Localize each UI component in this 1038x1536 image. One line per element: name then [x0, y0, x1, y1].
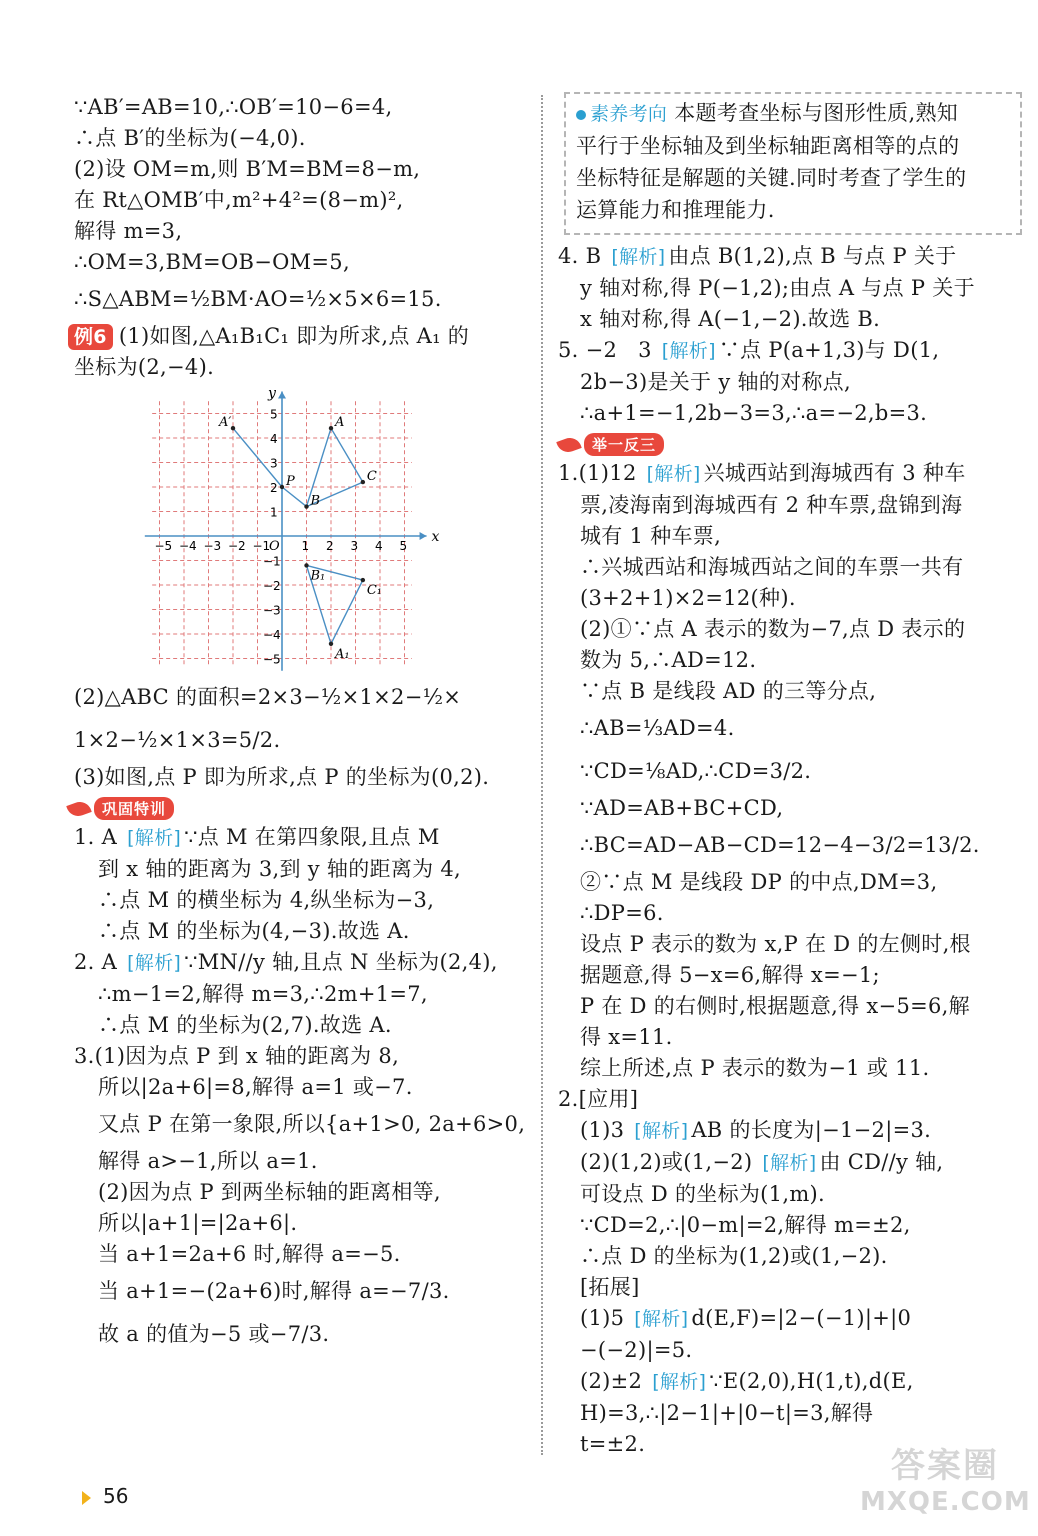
answer-line — [558, 335, 1028, 366]
solution-line: 综上所述,点 P 表示的数为−1 或 11. — [580, 1056, 930, 1080]
figure-segment — [331, 428, 363, 482]
note-line — [576, 98, 1010, 130]
origin-label: O — [269, 539, 280, 554]
answer-choice: (2)(1,2)或(1,−2) — [580, 1150, 753, 1174]
analysis-tag: [解析] — [652, 1371, 707, 1393]
note-heading — [576, 103, 667, 125]
watermark-logo — [860, 1438, 1030, 1528]
solution-line: −(−2)|=5. — [580, 1338, 693, 1362]
leaf-icon — [66, 798, 91, 819]
solution-line: ∴m−1=2,解得 m=3,∴2m+1=7, — [98, 982, 428, 1006]
sub-heading: [拓展] — [580, 1275, 640, 1299]
section-label: 巩固特训 — [94, 797, 174, 820]
answer-line — [558, 1366, 1028, 1397]
example-text: (1)如图,△A₁B₁C₁ 即为所求,点 A₁ 的 — [118, 324, 470, 348]
solution-line: ∵点 B 是线段 AD 的三等分点, — [580, 679, 877, 703]
y-tick-label: 1 — [270, 505, 278, 520]
solution-line: ∴点 B′的坐标为(−4,0). — [74, 126, 306, 150]
column-divider — [541, 95, 543, 1455]
solution-line: ∴DP=6. — [580, 901, 664, 925]
solution-line: 又点 P 在第一象限,所以{a+1>0, 2a+6>0, — [98, 1112, 526, 1136]
solution-line: ∴点 M 的坐标为(4,−3).故选 A. — [98, 919, 410, 943]
answer-text: AB 的长度为|−1−2|=3. — [691, 1118, 932, 1142]
answer-text: 由点 B(1,2),点 B 与点 P 关于 — [668, 244, 957, 268]
solution-line: ∵CD=⅛AD,∴CD=3/2. — [580, 759, 812, 783]
solution-line: 所以|a+1|=|2a+6|. — [98, 1211, 298, 1235]
y-axis-label: y — [268, 385, 276, 402]
y-tick-label: 4 — [270, 432, 278, 446]
competency-note-box — [564, 92, 1022, 235]
answer-text: ∵点 M 在第四象限,且点 M — [184, 825, 440, 849]
x-tick-label: 5 — [399, 539, 408, 553]
left-column — [68, 92, 530, 1356]
answer-line — [68, 947, 530, 978]
x-tick-label: 4 — [375, 539, 383, 553]
leaf-icon — [556, 434, 581, 455]
section-label: 举一反三 — [584, 433, 664, 456]
solution-line: ∵AB′=AB=10,∴OB′=10−6=4, — [74, 95, 393, 119]
solution-line: 在 Rt△OMB′中,m²+4²=(8−m)², — [74, 188, 404, 212]
point-label: B₁ — [310, 568, 326, 584]
answer-text: 兴城西站到海城西有 3 种车 — [703, 461, 966, 485]
page-number — [82, 1484, 128, 1508]
watermark-text: 答案圈 — [891, 1446, 999, 1486]
analysis-tag: [解析] — [762, 1152, 817, 1174]
figure-point — [231, 426, 235, 430]
point-label: B — [310, 493, 321, 509]
point-label: C₁ — [366, 583, 383, 599]
solution-line: 解得 m=3, — [74, 219, 183, 243]
x-tick-label: 1 — [301, 539, 310, 553]
answer-choice: (1)3 — [580, 1118, 625, 1142]
page-number-text: 56 — [103, 1484, 129, 1508]
solution-line: ∴BC=AD−AB−CD=12−4−3/2=13/2. — [580, 833, 980, 857]
answer-text: ∵点 P(a+1,3)与 D(1, — [718, 338, 940, 362]
solution-line: (3+2+1)×2=12(种). — [580, 586, 796, 610]
solution-line: ②∵点 M 是线段 DP 的中点,DM=3, — [580, 870, 938, 894]
answer-line — [558, 1303, 1028, 1334]
answer-choice: 2. A — [74, 950, 118, 974]
answer-line — [558, 241, 1028, 272]
point-label: A′ — [219, 415, 232, 431]
y-tick-label: −1 — [263, 554, 281, 569]
answer-text: ∵E(2,0),H(1,t),d(E, — [709, 1369, 914, 1393]
right-column — [558, 92, 1028, 1460]
y-axis-arrow-icon — [278, 391, 286, 398]
y-tick-label: 2 — [270, 481, 278, 495]
solution-line: (3)如图,点 P 即为所求,点 P 的坐标为(0,2). — [74, 765, 490, 789]
figure-point — [304, 563, 308, 567]
point-label: P — [286, 474, 295, 489]
x-tick-label: −2 — [228, 539, 246, 553]
solution-line: (2)①∵点 A 表示的数为−7,点 D 表示的 — [580, 617, 966, 641]
solution-line: ∵AD=AB+BC+CD, — [580, 796, 784, 820]
solution-line: H)=3,∴|2−1|+|0−t|=3,解得 — [580, 1401, 874, 1425]
x-tick-label: −4 — [179, 539, 197, 553]
solution-line: 解得 a>−1,所以 a=1. — [98, 1149, 318, 1173]
note-text: 本题考查坐标与图形性质,熟知 — [674, 101, 959, 125]
figure-point — [280, 485, 284, 489]
solution-line: 当 a+1=2a+6 时,解得 a=−5. — [98, 1242, 401, 1266]
solution-line: (2)设 OM=m,则 B′M=BM=8−m, — [74, 157, 421, 181]
solution-line: (2)因为点 P 到两坐标轴的距离相等, — [98, 1180, 441, 1204]
solution-line: (2)△ABC 的面积=2×3−½×1×2−½× — [74, 685, 462, 709]
solution-line: 1×2−½×1×3=5/2. — [74, 728, 281, 752]
note-line: 坐标特征是解题的关键.同时考查了学生的 — [576, 166, 967, 190]
solution-line: ∴兴城西站和海城西站之间的车票一共有 — [580, 555, 964, 579]
note-heading-text: 素养考向 — [590, 103, 668, 125]
solution-line: 当 a+1=−(2a+6)时,解得 a=−7/3. — [98, 1279, 450, 1303]
analysis-tag: [解析] — [661, 340, 716, 362]
answer-choice: 1.(1)12 — [558, 461, 637, 485]
solution-line: 所以|2a+6|=8,解得 a=1 或−7. — [98, 1075, 413, 1099]
solution-line: P 在 D 的右侧时,根据题意,得 x−5=6,解 — [580, 994, 970, 1018]
watermark-url: MXQE.COM — [860, 1487, 1031, 1517]
solution-line: ∴OM=3,BM=OB−OM=5, — [74, 250, 350, 274]
solution-line: ∴S△ABM=½BM·AO=½×5×6=15. — [74, 287, 442, 311]
answer-text: d(E,F)=|2−(−1)|+|0 — [691, 1306, 912, 1330]
analysis-tag: [解析] — [127, 827, 182, 849]
example-6-line — [68, 321, 530, 351]
answer-choice: 5. −2 3 — [558, 338, 652, 362]
solution-line: x 轴对称,得 A(−1,−2).故选 B. — [580, 307, 881, 331]
answer-line — [558, 458, 1028, 489]
x-tick-label: −1 — [252, 539, 271, 553]
solution-line: 到 x 轴的距离为 3,到 y 轴的距离为 4, — [98, 857, 462, 881]
analysis-tag: [解析] — [127, 952, 182, 974]
answer-text: 由 CD//y 轴, — [819, 1150, 944, 1174]
analysis-tag: [解析] — [646, 463, 701, 485]
y-tick-label: −5 — [263, 652, 281, 667]
sub-heading: 2.[应用] — [558, 1087, 639, 1111]
solution-line: ∴点 M 的横坐标为 4,纵坐标为−3, — [98, 888, 435, 912]
x-tick-label: −3 — [203, 539, 222, 553]
solution-line: 坐标为(2,−4). — [74, 355, 215, 379]
analysis-tag: [解析] — [611, 246, 666, 268]
solution-line: ∴点 D 的坐标为(1,2)或(1,−2). — [580, 1244, 888, 1268]
solution-line: 3.(1)因为点 P 到 x 轴的距离为 8, — [74, 1044, 400, 1068]
analysis-tag: [解析] — [634, 1120, 689, 1142]
y-tick-label: −3 — [263, 603, 281, 618]
solution-line: 故 a 的值为−5 或−7/3. — [98, 1322, 330, 1346]
solution-line: 据题意,得 5−x=6,解得 x=−1; — [580, 963, 880, 987]
analysis-tag: [解析] — [634, 1308, 689, 1330]
page-arrow-icon — [82, 1491, 91, 1505]
note-line: 运算能力和推理能力. — [576, 198, 775, 222]
answer-text: ∵MN//y 轴,且点 N 坐标为(2,4), — [184, 950, 498, 974]
section-badge-consolidation — [68, 797, 174, 820]
x-tick-label: 3 — [350, 539, 359, 553]
solution-line: 票,凌海南到海城西有 2 种车票,盘锦到海 — [580, 493, 963, 517]
answer-choice: 1. A — [74, 825, 118, 849]
y-tick-label: 5 — [270, 407, 278, 422]
solution-line: ∵CD=2,∴|0−m|=2,解得 m=±2, — [580, 1213, 911, 1237]
solution-line: ∴点 M 的坐标为(2,7).故选 A. — [98, 1013, 392, 1037]
answer-choice: (1)5 — [580, 1306, 625, 1330]
solution-line: y 轴对称,得 P(−1,2);由点 A 与点 P 关于 — [580, 276, 975, 300]
answer-choice: 4. B — [558, 244, 602, 268]
figure-point — [329, 426, 333, 430]
figure-point — [361, 578, 365, 582]
point-label: A — [335, 415, 345, 431]
answer-line — [68, 822, 530, 853]
bullet-dot-icon — [576, 110, 586, 120]
example-badge: 例6 — [68, 324, 113, 350]
figure-point — [304, 504, 308, 508]
x-axis-arrow-icon — [420, 532, 427, 540]
section-badge-extension — [558, 433, 664, 456]
point-label: A₁ — [335, 646, 350, 662]
solution-line: 2b−3)是关于 y 轴的对称点, — [580, 370, 851, 394]
figure-point — [329, 642, 333, 646]
coordinate-grid-figure — [150, 385, 440, 672]
solution-line: 可设点 D 的坐标为(1,m). — [580, 1182, 825, 1206]
x-tick-label: 2 — [326, 539, 334, 553]
answer-line — [558, 1147, 1028, 1178]
figure-segment — [282, 487, 307, 507]
solution-line: ∴AB=⅓AD=4. — [580, 716, 735, 740]
answer-choice: (2)±2 — [580, 1369, 643, 1393]
answer-line — [558, 1115, 1028, 1146]
solution-line: t=±2. — [580, 1432, 646, 1456]
y-tick-label: 3 — [270, 456, 278, 471]
note-line: 平行于坐标轴及到坐标轴距离相等的点的 — [576, 134, 960, 158]
x-tick-label: −5 — [154, 539, 173, 553]
y-tick-label: −2 — [263, 579, 281, 593]
solution-line: 设点 P 表示的数为 x,P 在 D 的左侧时,根 — [580, 932, 971, 956]
solution-line: 城有 1 种车票, — [580, 524, 722, 548]
y-tick-label: −4 — [263, 628, 281, 642]
solution-line: 得 x=11. — [580, 1025, 673, 1049]
figure-point — [361, 480, 365, 484]
solution-line: 数为 5,∴AD=12. — [580, 648, 757, 672]
solution-line: ∴a+1=−1,2b−3=3,∴a=−2,b=3. — [580, 401, 928, 425]
x-axis-label: x — [431, 529, 440, 545]
point-label: C — [366, 469, 377, 485]
